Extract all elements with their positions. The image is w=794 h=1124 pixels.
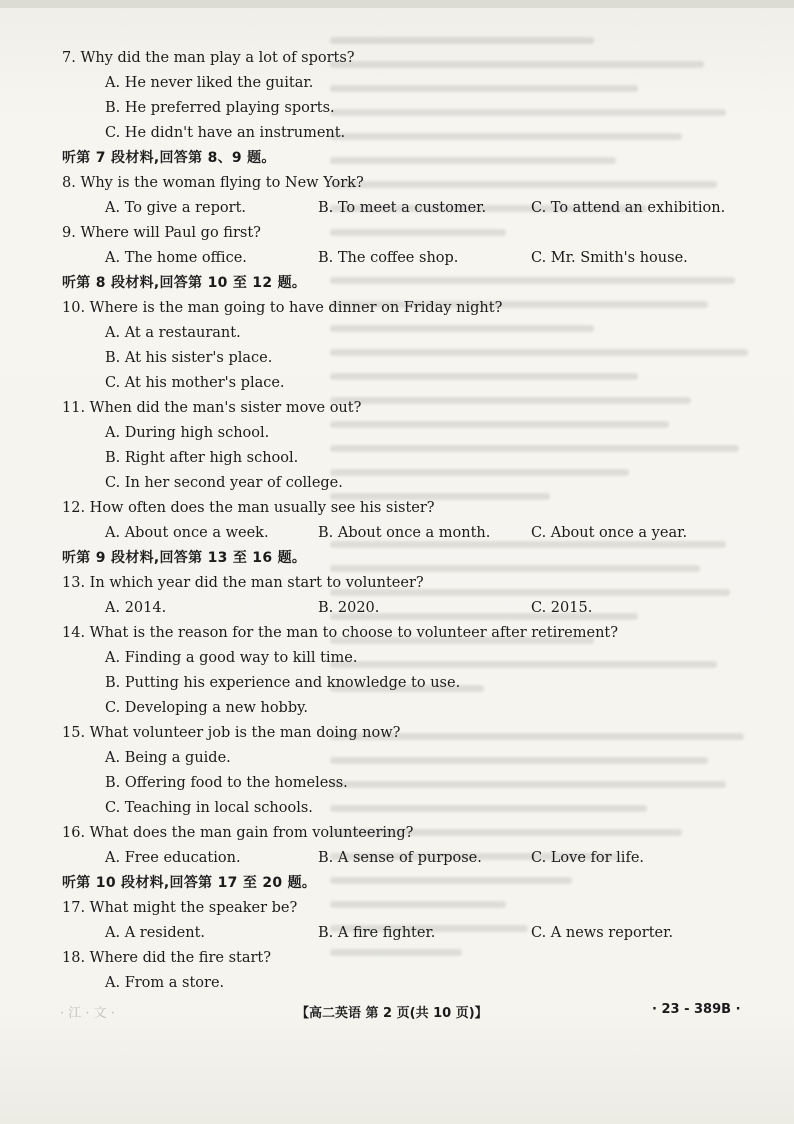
option-text: A. He never liked the guitar. bbox=[105, 75, 314, 91]
option-text: B. A sense of purpose. bbox=[318, 850, 482, 866]
question-list bbox=[62, 46, 742, 996]
options-row bbox=[62, 521, 742, 546]
option-text: B. The coffee shop. bbox=[318, 250, 459, 266]
question-text: 11. When did the man's sister move out? bbox=[62, 400, 362, 416]
question-text: 13. In which year did the man start to volunteer? bbox=[62, 575, 424, 591]
page-footer bbox=[0, 1002, 794, 1022]
question-text: 14. What is the reason for the man to choose to volunteer after retirement? bbox=[62, 625, 619, 641]
option-text: A. Free education. bbox=[105, 850, 241, 866]
options-row bbox=[62, 596, 742, 621]
section-instruction: 听第 8 段材料,回答第 10 至 12 题。 bbox=[62, 275, 307, 291]
question-text: 7. Why did the man play a lot of sports? bbox=[62, 50, 355, 66]
option-text: B. At his sister's place. bbox=[105, 350, 273, 366]
footer-page-info: 【高二英语 第 2 页(共 10 页)】 bbox=[296, 1006, 488, 1021]
question-text: 17. What might the speaker be? bbox=[62, 900, 298, 916]
question-text: 15. What volunteer job is the man doing now? bbox=[62, 725, 401, 741]
option-text: A. A resident. bbox=[105, 925, 205, 941]
option-text: A. To give a report. bbox=[105, 200, 247, 216]
option-text: B. Offering food to the homeless. bbox=[105, 775, 348, 791]
options-row bbox=[62, 196, 742, 221]
option-text: C. Teaching in local schools. bbox=[105, 800, 313, 816]
option-text: B. Right after high school. bbox=[105, 450, 299, 466]
option-text: B. He preferred playing sports. bbox=[105, 100, 335, 116]
question-text: 10. Where is the man going to have dinner on Friday night? bbox=[62, 300, 503, 316]
footer-code: · 23 - 389B · bbox=[652, 1002, 741, 1017]
option-text: B. About once a month. bbox=[318, 525, 491, 541]
option-text: A. During high school. bbox=[105, 425, 270, 441]
option-text: C. A news reporter. bbox=[531, 925, 674, 941]
option-text: C. About once a year. bbox=[531, 525, 688, 541]
option-text: A. From a store. bbox=[105, 975, 225, 991]
option-text: A. Being a guide. bbox=[105, 750, 231, 766]
ghost-line bbox=[330, 37, 594, 44]
option-text: C. Developing a new hobby. bbox=[105, 700, 308, 716]
option-text: A. Finding a good way to kill time. bbox=[105, 650, 358, 666]
option-text: B. To meet a customer. bbox=[318, 200, 487, 216]
option-text: A. The home office. bbox=[105, 250, 247, 266]
question-text: 12. How often does the man usually see his sister? bbox=[62, 500, 435, 516]
section-instruction: 听第 7 段材料,回答第 8、9 题。 bbox=[62, 150, 276, 166]
option-text: B. 2020. bbox=[318, 600, 380, 616]
option-text: B. A fire fighter. bbox=[318, 925, 436, 941]
option-text: C. At his mother's place. bbox=[105, 375, 285, 391]
section-instruction: 听第 10 段材料,回答第 17 至 20 题。 bbox=[62, 875, 317, 891]
option-text: C. 2015. bbox=[531, 600, 593, 616]
options-row bbox=[62, 921, 742, 946]
option-text: C. He didn't have an instrument. bbox=[105, 125, 346, 141]
option-text: B. Putting his experience and knowledge to use. bbox=[105, 675, 461, 691]
top-edge-strip bbox=[0, 0, 794, 8]
question-text: 8. Why is the woman flying to New York? bbox=[62, 175, 364, 191]
option-text: A. About once a week. bbox=[105, 525, 269, 541]
question-text: 16. What does the man gain from volunteering? bbox=[62, 825, 414, 841]
options-row bbox=[62, 846, 742, 871]
question-text: 18. Where did the fire start? bbox=[62, 950, 272, 966]
option-text: C. Love for life. bbox=[531, 850, 645, 866]
option-text: C. To attend an exhibition. bbox=[531, 200, 726, 216]
faint-footer-mark: · 江 · 文 · bbox=[60, 1006, 115, 1021]
question-text: 9. Where will Paul go first? bbox=[62, 225, 261, 241]
option-text: C. In her second year of college. bbox=[105, 475, 343, 491]
option-text: A. 2014. bbox=[105, 600, 167, 616]
options-row bbox=[62, 246, 742, 271]
option-text: C. Mr. Smith's house. bbox=[531, 250, 688, 266]
option-text: A. At a restaurant. bbox=[105, 325, 241, 341]
section-instruction: 听第 9 段材料,回答第 13 至 16 题。 bbox=[62, 550, 307, 566]
